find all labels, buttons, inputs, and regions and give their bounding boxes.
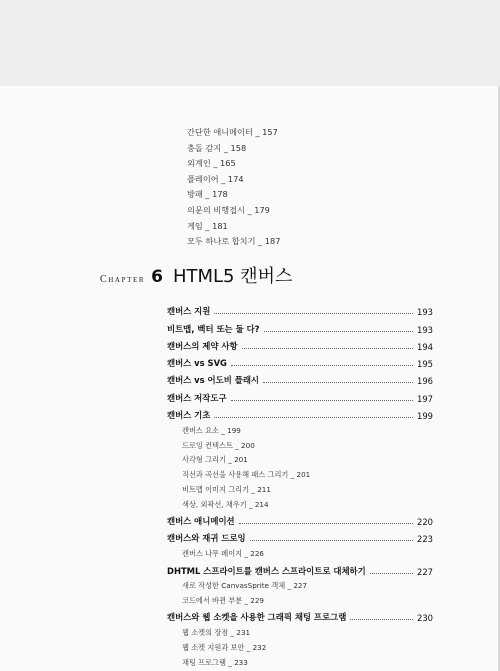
dot-leader	[242, 348, 413, 349]
toc-subentry	[167, 421, 433, 436]
toc-subentry-text: 사각형 그리기 _ 201	[182, 455, 248, 465]
toc-subentry	[167, 495, 433, 510]
toc-subentry-text: 비트맵 이미지 그리기 _ 211	[182, 485, 271, 495]
dot-leader	[214, 417, 413, 418]
toc-subentry	[167, 653, 433, 668]
toc-entry-title: 캔버스와 재귀 드로잉	[167, 533, 246, 544]
toc-subentry	[167, 623, 433, 638]
dot-leader	[350, 619, 413, 620]
toc-entry-title: 캔버스의 제약 사항	[167, 340, 238, 351]
toc-entry-title: 캔버스 애니메이션	[167, 516, 235, 527]
chapter-heading	[100, 262, 292, 288]
toc-entry-page: 223	[417, 534, 433, 545]
toc-subentry: 모두 하나로 합치기 _ 187	[187, 236, 281, 247]
dot-leader	[250, 540, 413, 541]
toc-subentry: 충돌 감지 _ 158	[187, 142, 247, 153]
chapter-title: HTML5 캔버스	[172, 266, 293, 287]
toc-entry-page: 220	[417, 517, 433, 528]
toc-subentry	[167, 451, 433, 466]
toc-entry-title: 비트맵, 벡터 또는 둘 다?	[167, 323, 260, 334]
dot-leader	[214, 313, 413, 314]
dot-leader	[263, 382, 413, 383]
toc-entry	[167, 606, 433, 623]
dot-leader	[264, 331, 413, 332]
toc-entry-page: 196	[417, 376, 433, 387]
toc-subentry	[167, 436, 433, 451]
toc-entry-page: 230	[417, 613, 433, 624]
toc-entry-title: 캔버스 기초	[167, 410, 211, 421]
toc-entry-page: 195	[417, 359, 433, 370]
toc-subentry	[167, 465, 433, 480]
toc-entry-title: 캔버스와 웹 소켓을 사용한 그래픽 채팅 프로그램	[167, 612, 347, 623]
toc-subentry-text: 채팅 프로그램 _ 233	[182, 657, 248, 667]
toc-subentry-text: 캔버스 나무 페이지 _ 226	[182, 549, 264, 559]
dot-leader	[231, 400, 413, 401]
toc-entry	[167, 352, 433, 369]
chapter-number: 6	[151, 267, 163, 287]
toc-subentry: 외계인 _ 165	[187, 158, 236, 169]
toc-entry	[167, 559, 433, 576]
toc-subentry: 간단한 애니메이터 _ 157	[187, 127, 278, 137]
toc-entry-title: 캔버스 vs SVG	[167, 358, 227, 369]
toc-entry	[167, 300, 433, 317]
toc-subentry-text: 웹 소켓의 장점 _ 231	[182, 628, 251, 638]
toc-entry-title: 캔버스 저작도구	[167, 392, 227, 403]
toc-subentry: 방패 _ 178	[187, 189, 228, 200]
toc-subentry	[167, 480, 433, 495]
toc-subentry	[167, 577, 433, 592]
toc-entry	[167, 369, 433, 386]
toc-entry	[167, 404, 433, 421]
dot-leader	[231, 365, 413, 366]
toc-entry-title: DHTML 스프라이트를 캔버스 스프라이트로 대체하기	[167, 565, 366, 576]
toc-subentry-text: 직선과 곡선을 사용해 패스 그리기 _ 201	[182, 470, 311, 480]
toc-subentry-text: 웹 소켓 지원과 보안 _ 232	[182, 643, 267, 653]
dot-leader	[239, 523, 413, 524]
toc-subentry: 의문의 비행접시 _ 179	[187, 204, 270, 215]
toc-entry-title: 캔버스 vs 어도비 플래시	[167, 375, 260, 386]
toc-entry-page: 227	[417, 566, 433, 577]
toc-subentry: 게임 _ 181	[187, 220, 228, 231]
toc-entry-page: 199	[417, 411, 433, 422]
header-band	[0, 0, 500, 86]
previous-chapter-list	[187, 125, 280, 250]
toc-subentry	[167, 544, 433, 559]
toc-entry-page: 193	[417, 307, 433, 318]
toc-entry	[167, 317, 433, 334]
table-of-contents	[167, 300, 433, 668]
toc-subentry-text: 새로 작성한 CanvasSprite 객체 _ 227	[182, 581, 308, 591]
toc-subentry-text: 색상, 외곽선, 채우기 _ 214	[182, 499, 269, 509]
toc-subentry: 플레이어 _ 174	[187, 173, 244, 184]
toc-entry	[167, 386, 433, 403]
toc-subentry	[167, 591, 433, 606]
toc-entry	[167, 335, 433, 352]
toc-entry-page: 197	[417, 393, 433, 404]
toc-subentry-text: 코드에서 바뀐 부분 _ 229	[182, 596, 264, 606]
toc-entry	[167, 527, 433, 544]
toc-subentry	[167, 638, 433, 653]
chapter-label: Chapter	[100, 274, 146, 285]
toc-subentry-text: 캔버스 요소 _ 199	[182, 425, 241, 435]
dot-leader	[370, 573, 413, 574]
toc-entry-page: 194	[417, 341, 433, 352]
toc-entry-page: 193	[417, 324, 433, 335]
toc-entry	[167, 510, 433, 527]
toc-subentry-text: 드로잉 컨텍스트 _ 200	[182, 440, 255, 450]
toc-entry-title: 캔버스 지원	[167, 306, 211, 317]
